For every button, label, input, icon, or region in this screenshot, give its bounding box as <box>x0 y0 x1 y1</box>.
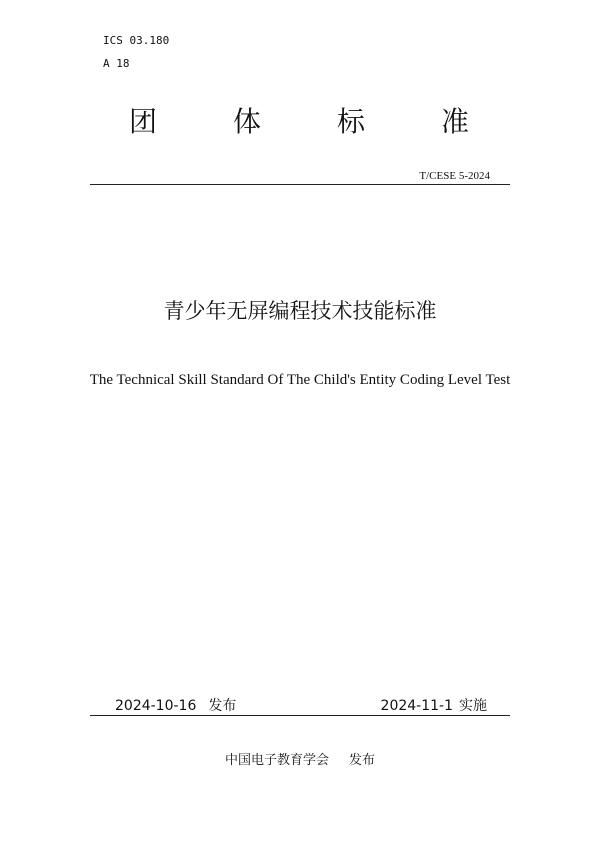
implement-date: 2024-11-1 <box>380 698 453 714</box>
standard-number: T/CESE 5-2024 <box>419 170 490 182</box>
publish-info <box>115 697 236 715</box>
implement-label: 实施 <box>459 698 487 714</box>
issuer-name: 中国电子教育学会 <box>224 753 329 768</box>
standard-type-char: 团 <box>129 105 158 138</box>
standard-type-char: 准 <box>440 105 469 138</box>
issuer-label: 发布 <box>349 753 376 768</box>
bottom-divider <box>90 715 510 716</box>
implement-info <box>381 697 487 715</box>
standard-type-heading <box>129 104 469 140</box>
standard-type-char: 标 <box>336 105 365 138</box>
issuer-line <box>0 752 600 770</box>
publish-date: 2024-10-16 <box>115 698 197 714</box>
title-chinese: 青少年无屏编程技术技能标准 <box>163 299 437 323</box>
title-english: The Technical Skill Standard Of The Child's Entity Coding Level Test <box>89 372 511 388</box>
date-row <box>90 697 510 715</box>
ccs-code: A 18 <box>103 57 130 70</box>
top-divider <box>90 184 510 185</box>
standard-type-char: 体 <box>232 105 261 138</box>
ics-code: ICS 03.180 <box>103 34 170 47</box>
publish-label: 发布 <box>208 698 237 714</box>
